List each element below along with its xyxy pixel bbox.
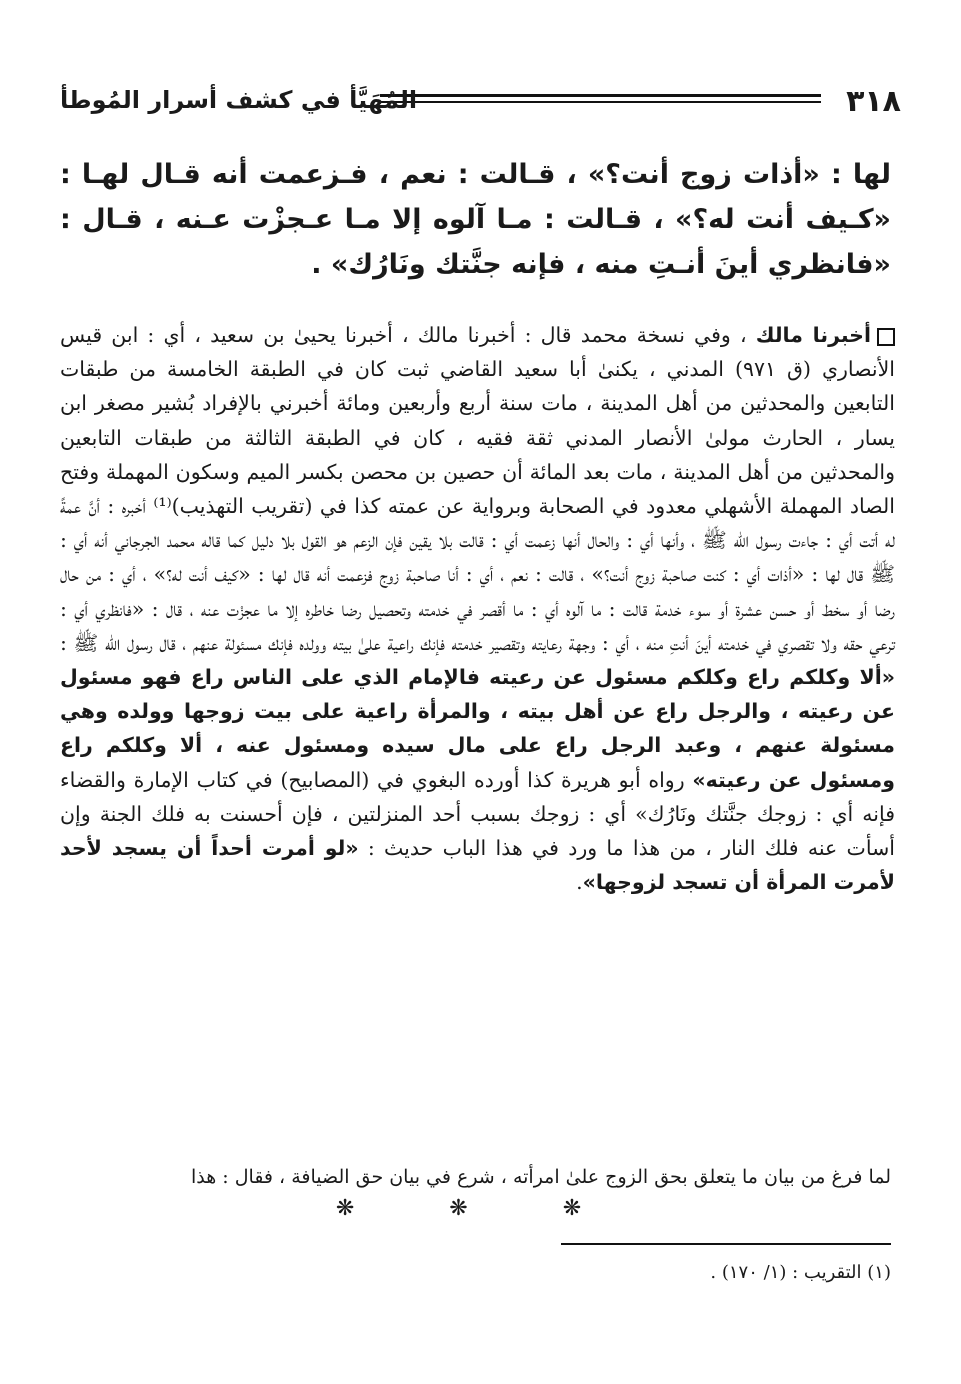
- commentary: [60, 318, 895, 899]
- transition-text: لما فرغ من بيان ما يتعلق بحق الزوج علىٰ امرأته ، شرع في بيان حق الضيافة ، فقال : هذا: [190, 1166, 891, 1188]
- hadith-quote: «ألا وكلكم راع وكلكم مسئول عن رعيته فالإمام الذي على الناس راع فهو مسئول عن رعيته ، والرجل راع عن أهل بيته ، والمرأة راعية على بيت زوجها وولده وهي مسئولة عنهم ، وعبد الرجل راع على مال سيده ومسئول عنه ، ألا وكلكم راع ومسئول عن رعيته»: [60, 665, 895, 792]
- square-marker-icon: [877, 328, 895, 346]
- section-separator: ❋ ❋ ❋: [335, 1196, 626, 1221]
- matn-text: لها : «أذات زوج أنت؟» ، قـالت : نعم ، فـزعمت أنه قـال لهـا : «كـيف أنت له؟» ، قـالت : مـا آلوه إلا مـا عـجزْت عـنه ، قـال : «فانظري أينَ أنـتِ منه ، فإنه جنَّتك ونَارُك» .: [60, 159, 891, 280]
- hadith-quote-2: «لو أمرت أحداً أن يسجد لأحد لأمرت المرأة أن تسجد لزوجها»: [60, 836, 895, 895]
- commentary-part2: رواه أبو هريرة كذا أورده البغوي في (المصابيح) في كتاب الإمارة والقضاء فإنه أي : زوجك جنَّتك ونَارُك» أي : زوجك بسبب أحد المنزلتين ، فإن أحسنت به فلك الجنة وإن أسأت عنه فلك النار ، من هذا ما ورد في هذا الباب حديث :: [60, 767, 895, 861]
- footnote-rule: [561, 1243, 891, 1245]
- running-header: [60, 82, 901, 122]
- footnote: (١) التقريب : (١/ ١٧٠) .: [710, 1262, 891, 1283]
- commentary-end: .: [576, 870, 583, 895]
- book-title: المُهَيَّأ في كشف أسرار المُوطأ: [60, 86, 418, 114]
- page-number: ٣١٨: [846, 84, 901, 119]
- header-rule: [380, 94, 821, 103]
- commentary-lead: أخبرنا مالك: [755, 323, 871, 347]
- commentary-part1: ، وفي نسخة محمد قال : أخبرنا مالك ، أخبرنا يحيىٰ بن سعيد ، أي : ابن قيس الأنصاري (ق ٩٧١) المدني ، يكنىٰ أبا سعيد القاضي ثبت كان في الطبقة الخامسة من طبقات التابعين والمحدثين من أهل المدينة ، مات سنة أربع وأربعين ومائة أخبرني بالإفراد بُشير مصغر ابن يسار ، الحارث مولىٰ الأنصار المدني ثقة فقيه ، كان في الطبقة الثالثة من طبقات التابعين والمحدثين من أهل المدينة ، مات بعد المائة أن حصين بن محصن بكسر الميم وسكون المهملة وفتح الصاد المهملة الأشهلي معدود في الصحابة وبرواية عن عمته كذا في (تقريب التهذيب)⁽¹⁾ أخبره : أنَّ عمةً له أتت أي : جاءت رسول الله ﷺ ، وأنها أي : والحال أنها زعمت أي : قالت بلا يقين فإن الزعم هو القول بلا دليل كما قاله محمد الجرجاني أنه أي : ﷺ قال لها : «أذات أي : كنت صاحبة زوج أنت؟» ، قالت : نعم ، أي : أنا صاحبة زوج فزعمت أنه قال لها : «كيف أنت له؟» ، أي : من حال رضا أو سخط أو حسن عشرة أو سوء خدمة قالت : ما آلوه أي : ما أقصر في خدمته وتحصيل رضا خاطره إلا ما عجزْت عنه ، قال : «فانظري أي : ترعي حقه ولا تقصري في خدمته أينَ أنتِ منه ، أي : وجهة رعايته وتقصير خدمته فإنك راعية علىٰ بيته وولده فإنك مسئولة عنهم ، قال رسول الله ﷺ :: [60, 323, 896, 655]
